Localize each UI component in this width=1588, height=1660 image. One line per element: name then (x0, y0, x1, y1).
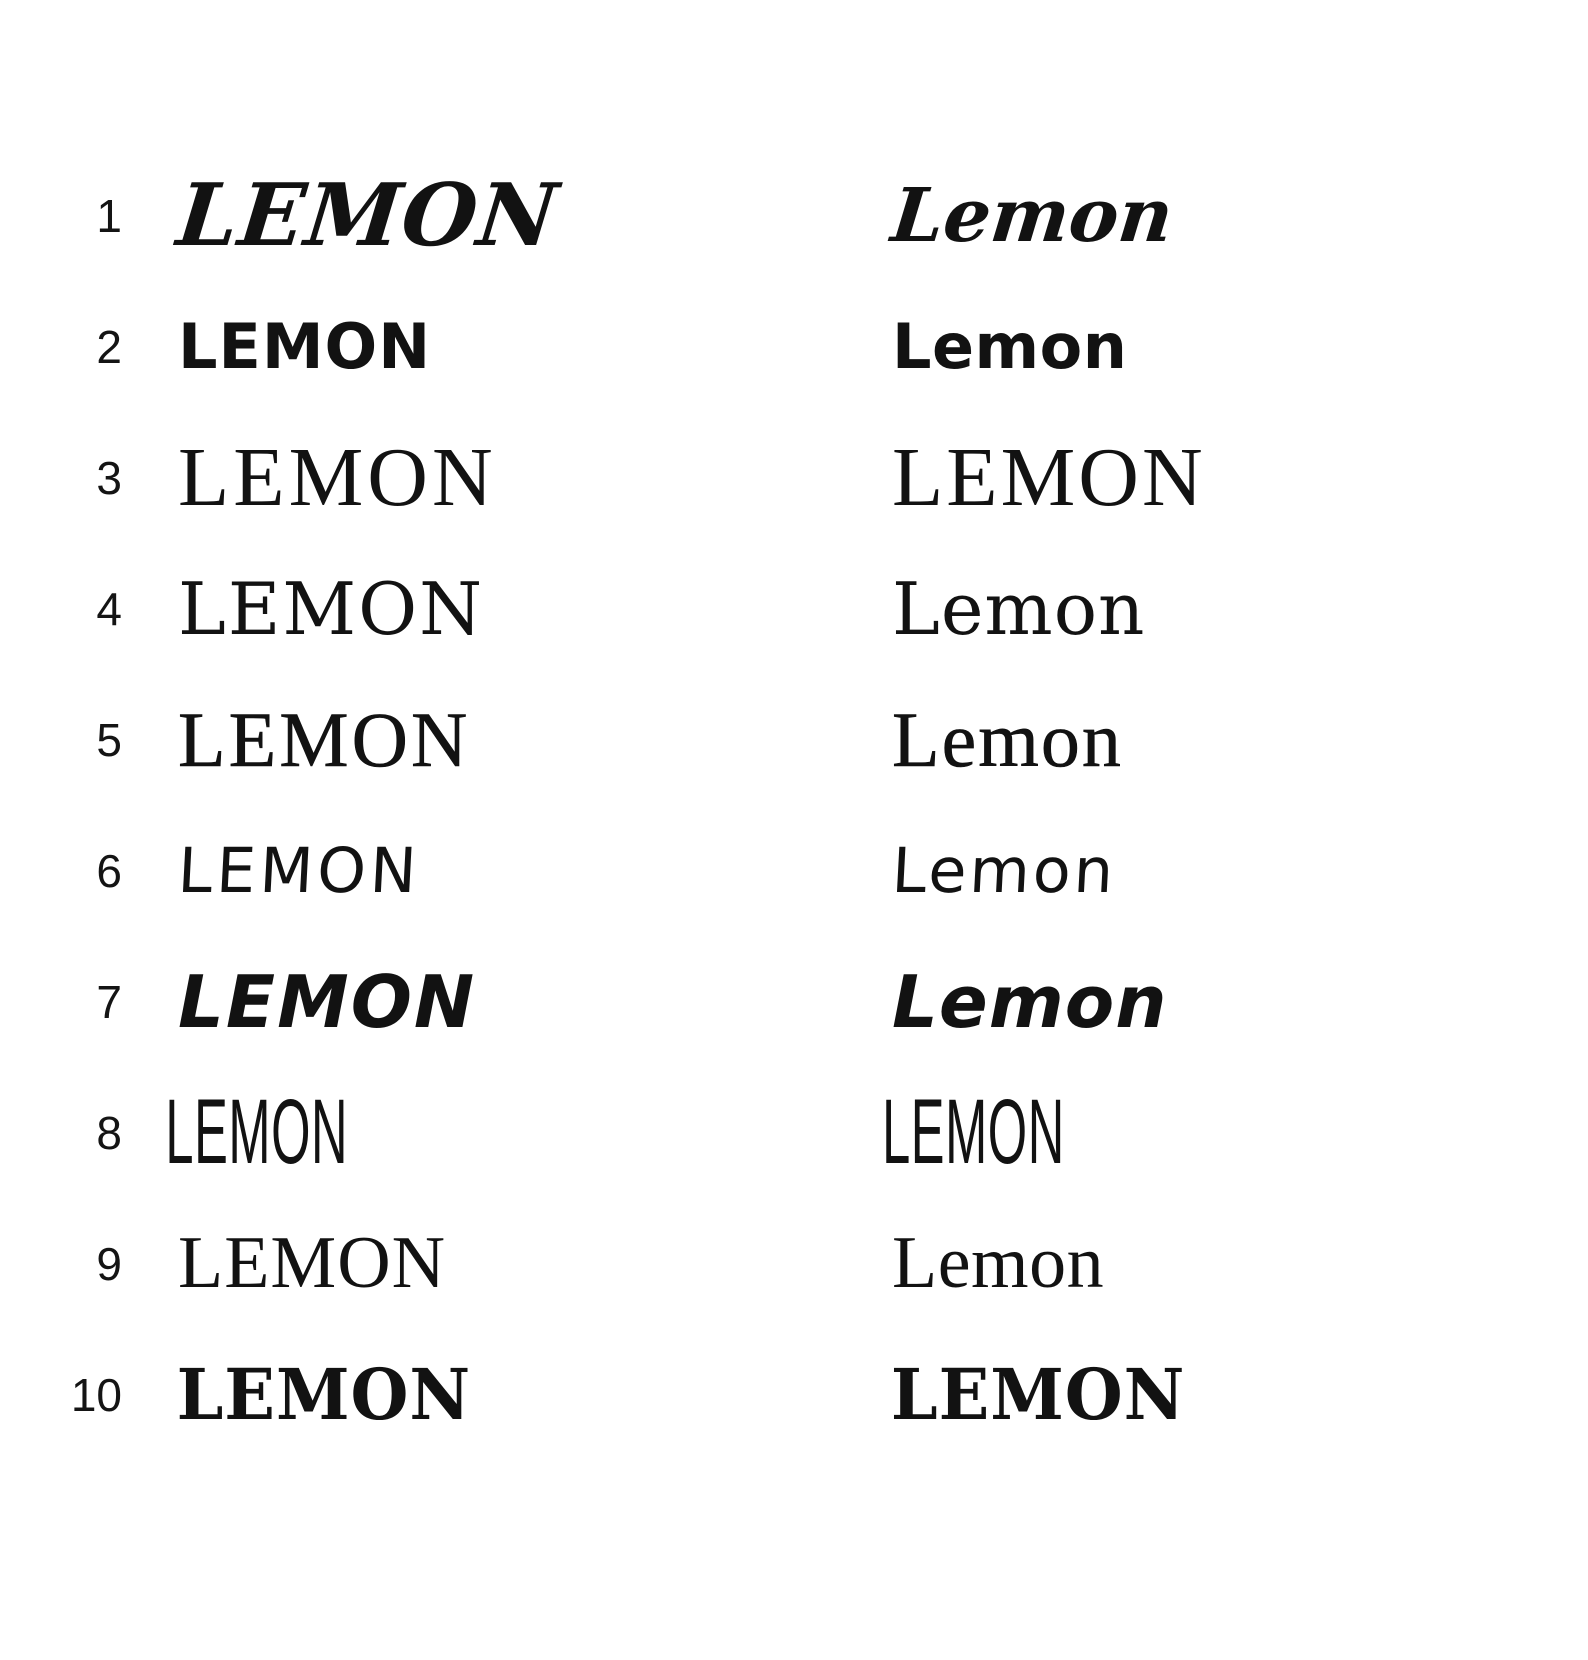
row-number: 5 (96, 713, 122, 766)
font-sample-titlecase: Lemon (892, 959, 1168, 1044)
font-sample-titlecase: LEMON (890, 1353, 1186, 1436)
font-sample-uppercase: LEMON (178, 959, 477, 1044)
font-sample-titlecase: Lemon (890, 834, 1119, 907)
font-sample-uppercase: LEMON (165, 1081, 349, 1183)
font-sample-row-8[interactable] (0, 1067, 1588, 1198)
font-sample-titlecase: Lemon (887, 172, 1178, 259)
font-sample-row-2[interactable] (0, 281, 1588, 412)
font-sample-titlecase: Lemon (892, 695, 1123, 783)
row-number: 2 (96, 320, 122, 373)
font-sample-uppercase: LEMON (178, 1222, 447, 1304)
font-sample-uppercase: LEMON (178, 566, 485, 651)
font-sample-row-9[interactable] (0, 1198, 1588, 1329)
font-sample-uppercase: LEMON (176, 834, 423, 907)
row-number: 9 (96, 1237, 122, 1290)
font-sample-row-10[interactable] (0, 1329, 1588, 1460)
font-sample-titlecase: LEMON (892, 431, 1206, 524)
row-number: 10 (70, 1368, 122, 1421)
font-sample-titlecase: Lemon (892, 310, 1128, 383)
font-sample-row-7[interactable] (0, 936, 1588, 1067)
font-sample-titlecase: LEMON (882, 1081, 1065, 1183)
row-number: 6 (96, 844, 122, 897)
row-number: 1 (96, 189, 122, 242)
font-sample-uppercase: LEMON (178, 431, 497, 524)
font-sample-titlecase: Lemon (892, 566, 1146, 651)
font-sample-row-3[interactable] (0, 412, 1588, 543)
row-number: 7 (96, 975, 122, 1028)
font-sample-row-5[interactable] (0, 674, 1588, 805)
font-sample-uppercase: LEMON (172, 165, 564, 266)
row-number: 4 (96, 582, 122, 635)
font-sample-list (0, 150, 1588, 1460)
row-number: 8 (96, 1106, 122, 1159)
font-sample-titlecase: Lemon (892, 1222, 1105, 1304)
font-sample-uppercase: LEMON (178, 695, 471, 783)
font-sample-row-4[interactable] (0, 543, 1588, 674)
font-sample-uppercase: LEMON (176, 1353, 472, 1436)
font-sample-uppercase: LEMON (178, 310, 432, 383)
font-sample-row-1[interactable] (0, 150, 1588, 281)
font-sample-row-6[interactable] (0, 805, 1588, 936)
row-number: 3 (96, 451, 122, 504)
